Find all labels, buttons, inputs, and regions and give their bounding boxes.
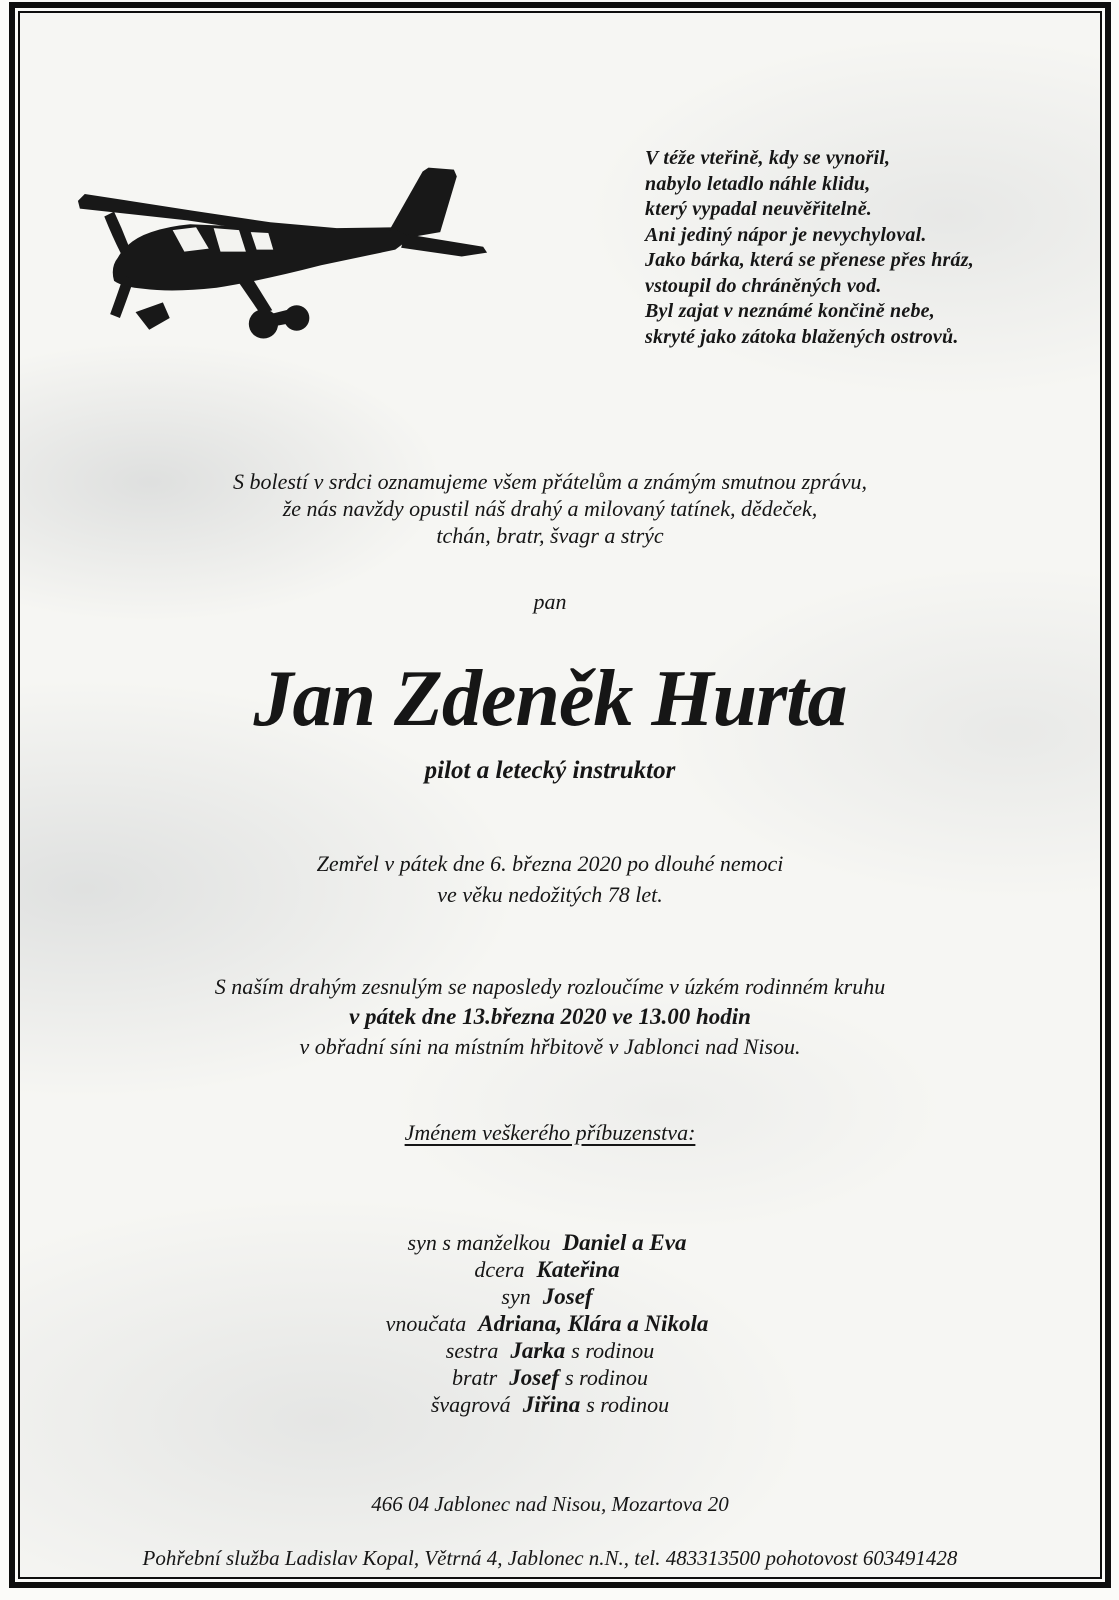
funeral-date-time: v pátek dne 13.března 2020 ve 13.00 hodin bbox=[349, 1004, 751, 1029]
deceased-occupation: pilot a letecký instruktor bbox=[424, 757, 676, 784]
family-heading bbox=[20, 1120, 1080, 1146]
family-row bbox=[20, 1337, 1080, 1364]
poem-line: nabylo letadlo náhle klidu, bbox=[645, 172, 871, 195]
family-names: Daniel a Eva bbox=[562, 1230, 687, 1255]
family-relation: syn s manželkou bbox=[407, 1230, 551, 1255]
announcement-line: že nás navždy opustil náš drahý a milovaný tatínek, dědeček, bbox=[282, 496, 818, 521]
family-row bbox=[20, 1310, 1080, 1337]
family-relation: švagrová bbox=[430, 1392, 511, 1417]
poem-line: vstoupil do chráněných vod. bbox=[645, 274, 882, 297]
family-row bbox=[20, 1283, 1080, 1310]
announcement-line: tchán, bratr, švagr a strýc bbox=[436, 523, 664, 548]
family-names: Adriana, Klára a Nikola bbox=[478, 1311, 709, 1336]
inner-border-frame bbox=[18, 11, 1102, 1579]
family-row bbox=[20, 1364, 1080, 1391]
family-row bbox=[20, 1229, 1080, 1256]
family-relation: vnoučata bbox=[385, 1311, 467, 1336]
poem-line: který vypadal neuvěřitelně. bbox=[645, 198, 873, 220]
family-names: Jarka bbox=[510, 1338, 566, 1363]
funeral-place: v obřadní síni na místním hřbitově v Jablonci nad Nisou. bbox=[299, 1034, 801, 1059]
cemetery-address: 466 04 Jablonec nad Nisou, Mozartova 20 bbox=[371, 1492, 729, 1516]
death-info-line: Zemřel v pátek dne 6. března 2020 po dlouhé nemoci bbox=[316, 851, 784, 876]
death-info-line: ve věku nedožitých 78 let. bbox=[437, 882, 663, 907]
family-names: Josef bbox=[509, 1365, 560, 1390]
family-row bbox=[20, 1391, 1080, 1418]
poem-line: Ani jediný nápor je nevychyloval. bbox=[645, 223, 927, 246]
announcement bbox=[20, 468, 1080, 549]
salutation: pan bbox=[533, 589, 567, 614]
family-relation: sestra bbox=[445, 1338, 499, 1363]
family-list bbox=[20, 1229, 1080, 1418]
poem-line: V téže vteřině, kdy se vynořil, bbox=[645, 147, 891, 169]
family-names: Jiřina bbox=[522, 1392, 581, 1417]
family-relation: bratr bbox=[452, 1365, 498, 1390]
family-suffix: s rodinou bbox=[571, 1338, 655, 1363]
death-info bbox=[20, 848, 1080, 910]
poem-line: Jako bárka, která se přenese přes hráz, bbox=[645, 249, 974, 271]
poem-line: skryté jako zátoka blažených ostrovů. bbox=[645, 325, 959, 348]
airplane-icon bbox=[75, 163, 490, 349]
poem bbox=[645, 146, 974, 350]
family-names: Kateřina bbox=[536, 1257, 620, 1282]
family-suffix: s rodinou bbox=[565, 1365, 648, 1390]
family-heading-text: Jménem veškerého příbuzenstva: bbox=[404, 1120, 696, 1145]
announcement-line: S bolestí v srdci oznamujeme všem přátelům a známým smutnou zprávu, bbox=[232, 469, 868, 494]
family-names: Josef bbox=[542, 1284, 593, 1309]
family-relation: dcera bbox=[474, 1257, 525, 1282]
family-suffix: s rodinou bbox=[586, 1392, 670, 1417]
outer-border-frame bbox=[9, 2, 1111, 1588]
poem-line: Byl zajat v neznámé končině nebe, bbox=[645, 300, 935, 322]
funeral-details-line: S naším drahým zesnulým se naposledy rozloučíme v úzkém rodinném kruhu bbox=[214, 974, 886, 999]
deceased-name: Jan Zdeněk Hurta bbox=[253, 655, 847, 743]
family-row bbox=[20, 1256, 1080, 1283]
funeral-details bbox=[20, 972, 1080, 1062]
funeral-service-info: Pohřební služba Ladislav Kopal, Větrná 4, Jablonec n.N., tel. 483313500 pohotovost 603491428 bbox=[142, 1546, 958, 1570]
family-relation: syn bbox=[501, 1284, 531, 1309]
